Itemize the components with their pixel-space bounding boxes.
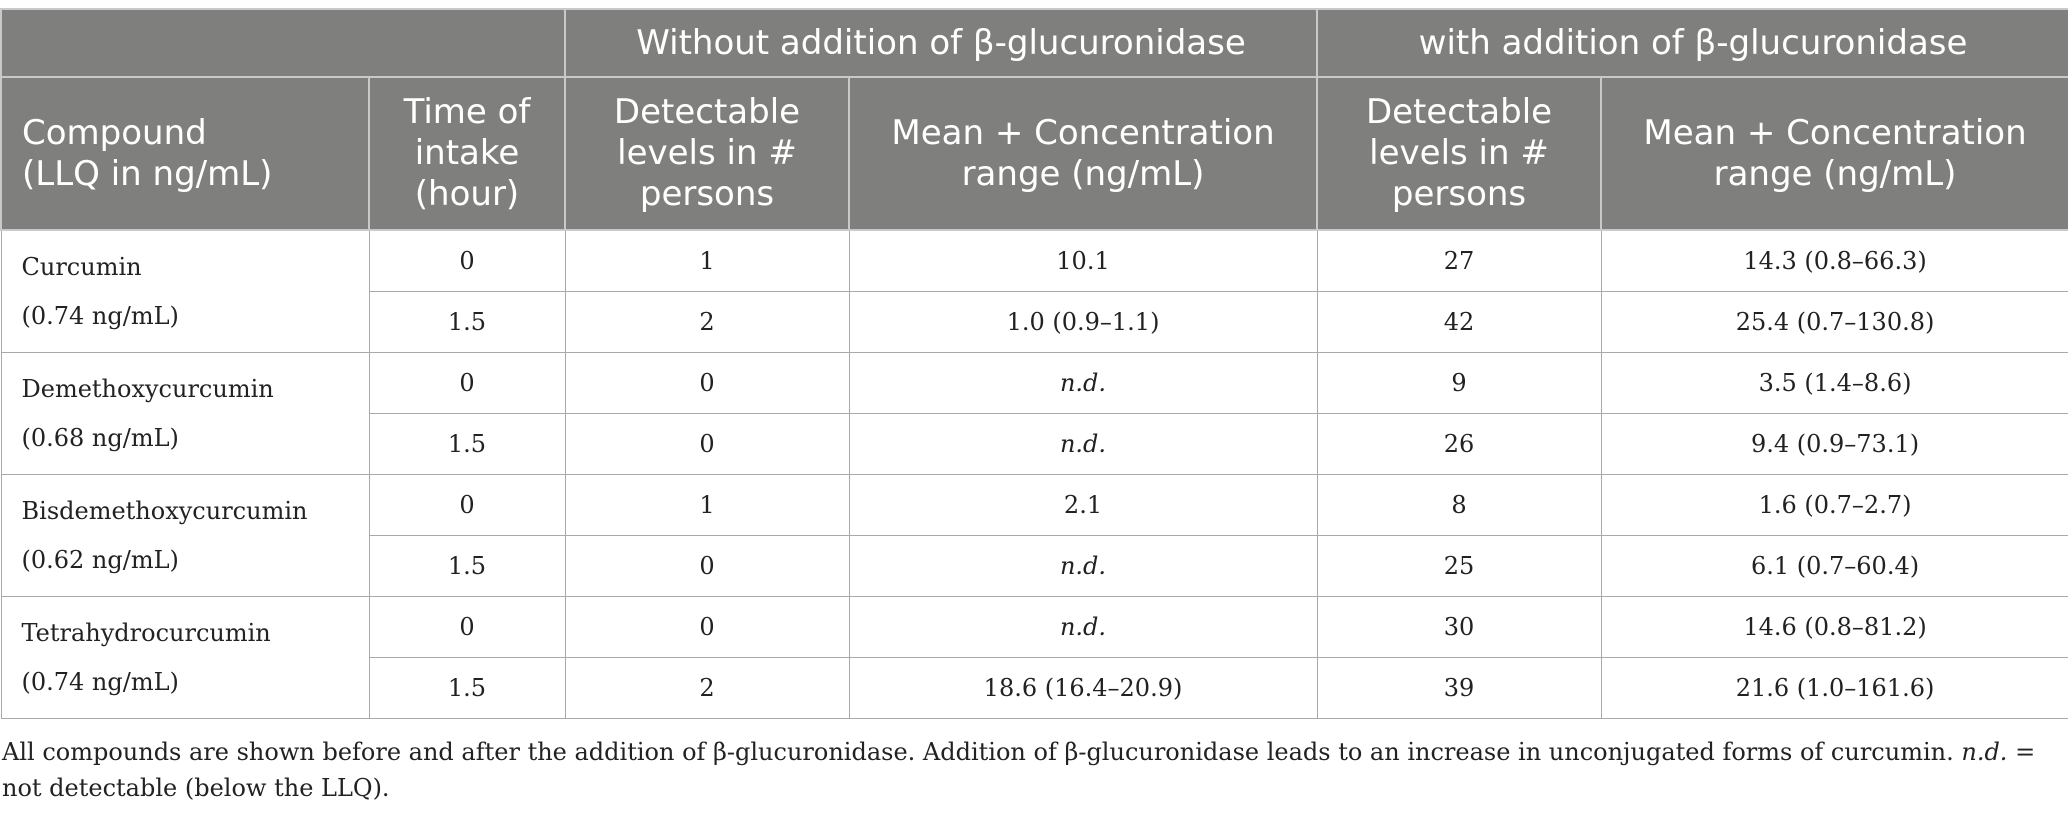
cell-mean-with: 3.5 (1.4–8.6) bbox=[1601, 353, 2068, 414]
cell-time: 1.5 bbox=[369, 536, 565, 597]
cell-time: 1.5 bbox=[369, 414, 565, 475]
cell-detect-with: 27 bbox=[1317, 230, 1601, 292]
group-header-with: with addition of β-glucuronidase bbox=[1317, 9, 2068, 77]
cell-mean-without: n.d. bbox=[849, 353, 1317, 414]
cell-detect-with: 42 bbox=[1317, 292, 1601, 353]
col-header-detect-with: Detectable levels in # persons bbox=[1317, 77, 1601, 230]
cell-mean-without: n.d. bbox=[849, 536, 1317, 597]
compound-name: Curcumin bbox=[21, 252, 142, 281]
col-header-compound: Compound (LLQ in ng/mL) bbox=[1, 77, 369, 230]
table-row bbox=[1, 597, 2068, 658]
cell-time: 0 bbox=[369, 230, 565, 292]
col-header-time: Time of intake (hour) bbox=[369, 77, 565, 230]
table-row bbox=[1, 230, 2068, 292]
cell-detect-without: 0 bbox=[565, 597, 849, 658]
cell-detect-with: 8 bbox=[1317, 475, 1601, 536]
cell-mean-without: n.d. bbox=[849, 597, 1317, 658]
results-table bbox=[0, 8, 2068, 719]
cell-mean-with: 14.6 (0.8–81.2) bbox=[1601, 597, 2068, 658]
compound-name: Tetrahydrocurcumin bbox=[21, 618, 271, 647]
compound-cell bbox=[1, 230, 369, 353]
compound-llq: (0.74 ng/mL) bbox=[21, 301, 179, 330]
cell-detect-without: 2 bbox=[565, 292, 849, 353]
table-row bbox=[1, 353, 2068, 414]
cell-detect-without: 0 bbox=[565, 353, 849, 414]
cell-mean-without: n.d. bbox=[849, 414, 1317, 475]
column-header-row bbox=[1, 77, 2068, 230]
cell-detect-with: 30 bbox=[1317, 597, 1601, 658]
cell-mean-with: 6.1 (0.7–60.4) bbox=[1601, 536, 2068, 597]
cell-detect-with: 26 bbox=[1317, 414, 1601, 475]
cell-time: 0 bbox=[369, 475, 565, 536]
cell-time: 0 bbox=[369, 597, 565, 658]
cell-mean-with: 21.6 (1.0–161.6) bbox=[1601, 658, 2068, 719]
compound-name: Bisdemethoxycurcumin bbox=[21, 496, 308, 525]
cell-mean-without: 18.6 (16.4–20.9) bbox=[849, 658, 1317, 719]
cell-mean-without: 2.1 bbox=[849, 475, 1317, 536]
cell-mean-with: 1.6 (0.7–2.7) bbox=[1601, 475, 2068, 536]
group-header-empty bbox=[1, 9, 565, 77]
group-header-row bbox=[1, 9, 2068, 77]
table-body bbox=[1, 230, 2068, 719]
cell-detect-with: 25 bbox=[1317, 536, 1601, 597]
cell-mean-with: 14.3 (0.8–66.3) bbox=[1601, 230, 2068, 292]
compound-llq: (0.74 ng/mL) bbox=[21, 667, 179, 696]
compound-cell bbox=[1, 475, 369, 597]
compound-llq: (0.62 ng/mL) bbox=[21, 545, 179, 574]
cell-detect-without: 2 bbox=[565, 658, 849, 719]
cell-mean-without: 1.0 (0.9–1.1) bbox=[849, 292, 1317, 353]
table-row bbox=[1, 475, 2068, 536]
col-header-detect-without: Detectable levels in # persons bbox=[565, 77, 849, 230]
cell-time: 0 bbox=[369, 353, 565, 414]
cell-detect-without: 1 bbox=[565, 475, 849, 536]
compound-cell bbox=[1, 597, 369, 719]
compound-cell bbox=[1, 353, 369, 475]
col-header-mean-with: Mean + Concentration range (ng/mL) bbox=[1601, 77, 2068, 230]
col-header-mean-without: Mean + Concentration range (ng/mL) bbox=[849, 77, 1317, 230]
cell-time: 1.5 bbox=[369, 658, 565, 719]
compound-llq: (0.68 ng/mL) bbox=[21, 423, 179, 452]
cell-detect-with: 39 bbox=[1317, 658, 1601, 719]
cell-detect-with: 9 bbox=[1317, 353, 1601, 414]
cell-detect-without: 0 bbox=[565, 536, 849, 597]
cell-detect-without: 0 bbox=[565, 414, 849, 475]
table-caption: All compounds are shown before and after the addition of β-glucuronidase. Addition of β-glucuronidase leads to an increase in unconjugated forms of curcumin. n.d. = not detectable (below the LLQ). bbox=[2, 738, 2036, 802]
cell-detect-without: 1 bbox=[565, 230, 849, 292]
compound-name: Demethoxycurcumin bbox=[21, 374, 274, 403]
cell-time: 1.5 bbox=[369, 292, 565, 353]
cell-mean-with: 9.4 (0.9–73.1) bbox=[1601, 414, 2068, 475]
cell-mean-with: 25.4 (0.7–130.8) bbox=[1601, 292, 2068, 353]
group-header-without: Without addition of β-glucuronidase bbox=[565, 9, 1317, 77]
cell-mean-without: 10.1 bbox=[849, 230, 1317, 292]
